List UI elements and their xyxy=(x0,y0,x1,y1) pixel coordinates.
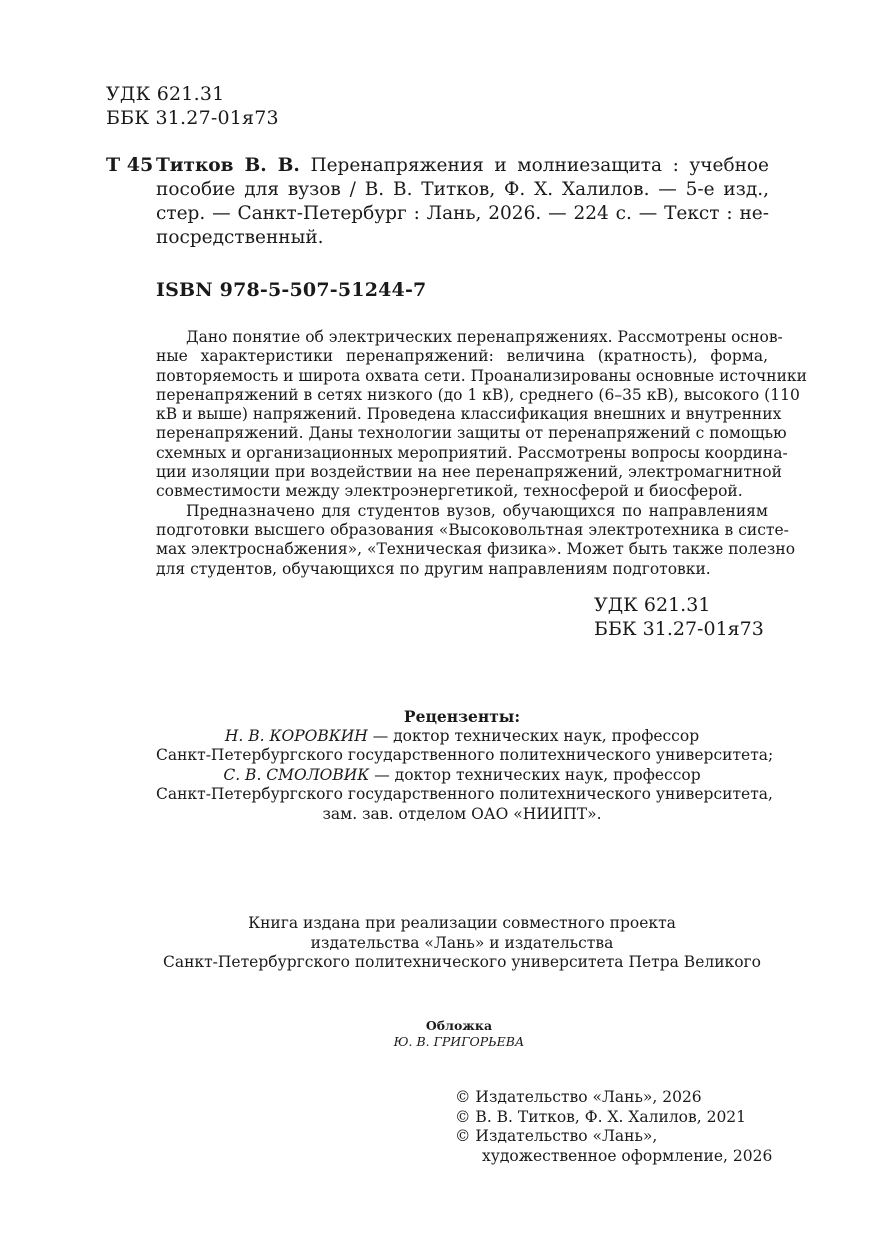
publication-note-line: издательства «Лань» и издательства xyxy=(310,933,614,952)
cover-artist: Ю. В. ГРИГОРЬЕВА xyxy=(393,1034,525,1049)
reviewer-2 xyxy=(156,766,768,786)
author-mark: Т 45 xyxy=(106,154,154,176)
reviewers-heading: Рецензенты: xyxy=(403,707,521,726)
abstract-line: совместимости между электроэнергетикой, техносферой и биосферой. xyxy=(156,482,743,501)
footer-bbk-code: ББК 31.27-01я73 xyxy=(594,618,764,640)
biblio-line-4: посредственный. xyxy=(156,227,324,248)
reviewer-1-name: Н. В. КОРОВКИН xyxy=(224,726,368,745)
reviewer-1 xyxy=(156,727,768,747)
copyright-line: © В. В. Титков, Ф. Х. Халилов, 2021 xyxy=(455,1107,747,1126)
biblio-line-1 xyxy=(156,154,769,178)
publication-note-line: Книга издана при реализации совместного проекта xyxy=(248,914,676,932)
book-title: Перенапряжения и молниезащита : учебное xyxy=(310,155,770,176)
biblio-line-3: стер. — Санкт-Петербург : Лань, 2026. — 224 с. — Текст : не- xyxy=(156,203,769,224)
bibliographic-record xyxy=(156,154,769,250)
abstract-line: Дано понятие об электрических перенапряжениях. Рассмотрены основ- xyxy=(186,328,783,346)
abstract-line: повторяемость и широта охвата сети. Проанализированы основные источники xyxy=(156,366,807,385)
abstract-line: ции изоляции при воздействии на нее перенапряжений, электромагнитной xyxy=(156,463,782,482)
abstract-line: ные характеристики перенапряжений: величина (кратность), форма, xyxy=(156,347,768,366)
copyright-line: © Издательство «Лань», xyxy=(455,1127,658,1145)
top-bbk-code: ББК 31.27-01я73 xyxy=(106,107,279,129)
reviewer-2-name: С. В. СМОЛОВИК xyxy=(223,765,370,784)
copyright-line: художественное оформление, 2026 xyxy=(482,1146,773,1165)
abstract-line: схемных и организационных мероприятий. Рассмотрены вопросы координа- xyxy=(156,443,788,462)
abstract-line: Предназначено для студентов вузов, обучающихся по направлениям xyxy=(186,501,768,520)
reviewer-1-title: — доктор технических наук, профессор xyxy=(367,726,700,745)
author-name: Титков В. В. xyxy=(156,155,300,176)
cover-heading: Обложка xyxy=(425,1018,493,1033)
top-udk-code: УДК 621.31 xyxy=(106,83,225,105)
publication-note xyxy=(156,914,768,973)
publication-note-line: Санкт-Петербургского политехнического университета Петра Великого xyxy=(162,953,762,971)
reviewer-2-title: — доктор технических наук, профессор xyxy=(369,765,701,784)
abstract-line: перенапряжений. Даны технологии защиты от перенапряжений с помощью xyxy=(156,424,787,443)
reviewers xyxy=(156,707,774,824)
footer-codes xyxy=(594,593,764,641)
abstract xyxy=(156,328,807,579)
abstract-line: для студентов, обучающихся по другим направлениям подготовки. xyxy=(156,559,711,578)
reviewer-1-org: Санкт-Петербургского государственного политехнического университета; xyxy=(156,746,774,764)
abstract-line: мах электроснабжения», «Техническая физика». Может быть также полезно xyxy=(156,540,796,559)
biblio-line-2: пособие для вузов / В. В. Титков, Ф. Х. Халилов. — 5-е изд., xyxy=(156,179,769,200)
reviewer-2-org: Санкт-Петербургского государственного политехнического университета, xyxy=(156,785,773,803)
abstract-line: перенапряжений в сетях низкого (до 1 кВ), среднего (6–35 кВ), высокого (110 xyxy=(156,385,800,404)
cover-credit xyxy=(356,1018,562,1050)
reviewer-2-extra: зам. зав. отделом ОАО «НИИПТ». xyxy=(322,804,602,823)
isbn: ISBN 978-5-507-51244-7 xyxy=(156,279,427,301)
abstract-line: подготовки высшего образования «Высоковольтная электротехника в систе- xyxy=(156,520,789,539)
abstract-line: кВ и выше) напряжений. Проведена классификация внешних и внутренних xyxy=(156,405,782,424)
copyright-block xyxy=(455,1088,772,1166)
copyright-line: © Издательство «Лань», 2026 xyxy=(455,1088,702,1106)
footer-udk-code: УДК 621.31 xyxy=(594,594,711,616)
